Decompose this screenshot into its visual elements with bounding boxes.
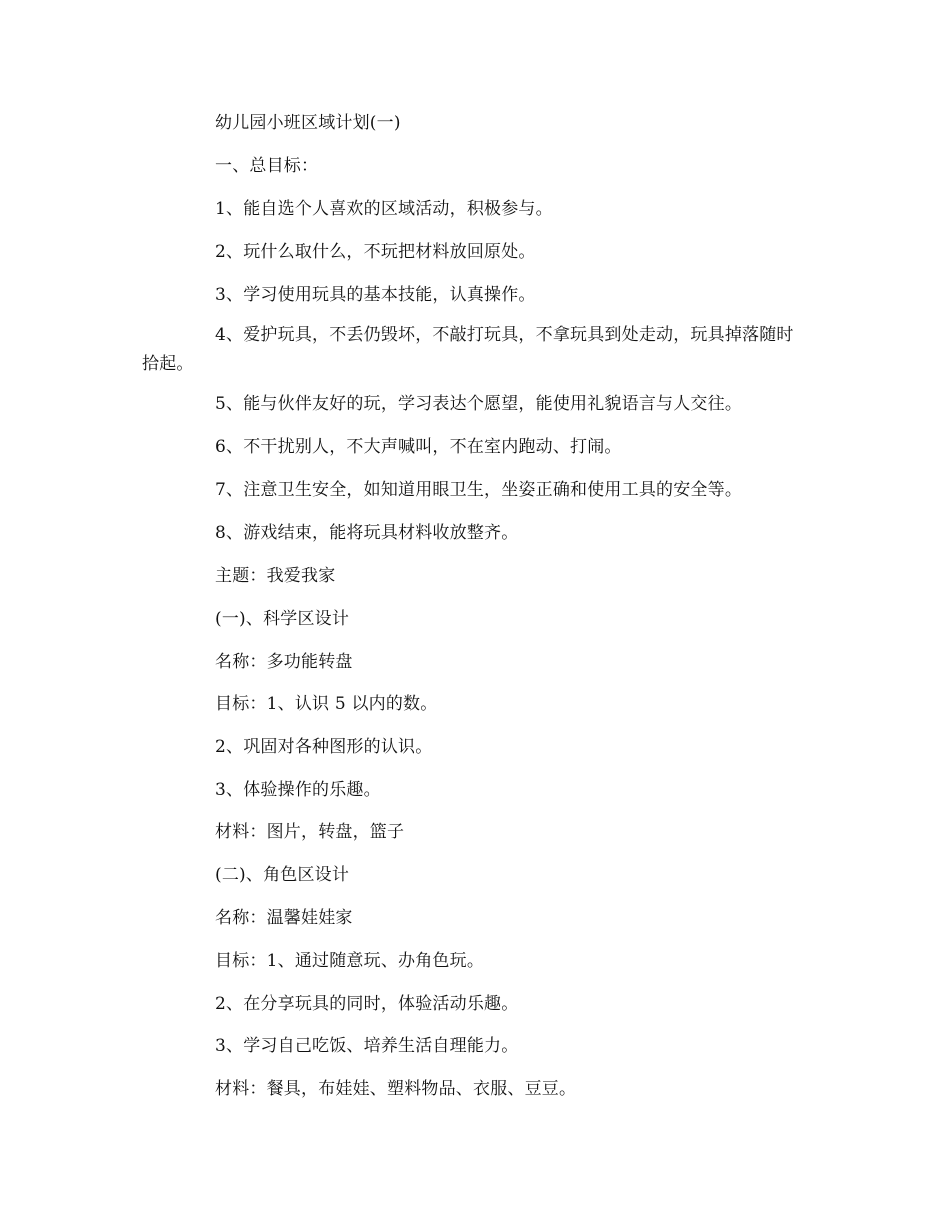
goal-item: 7、注意卫生安全，如知道用眼卫生，坐姿正确和使用工具的安全等。 — [215, 480, 743, 500]
role-goal: 2、在分享玩具的同时，体验活动乐趣。 — [215, 994, 519, 1014]
goal-item: 3、学习使用玩具的基本技能，认真操作。 — [215, 285, 536, 305]
document-title: 幼儿园小班区域计划(一) — [215, 113, 401, 133]
theme-line: 主题：我爱我家 — [215, 566, 336, 586]
goal-item: 2、玩什么取什么，不玩把材料放回原处。 — [215, 242, 536, 262]
science-materials: 材料：图片，转盘，篮子 — [215, 822, 405, 842]
science-goal: 3、体验操作的乐趣。 — [215, 780, 381, 800]
goal-item: 4、爱护玩具，不丢仍毁坏，不敲打玩具，不拿玩具到处走动，玩具掉落随时拾起。 — [142, 325, 794, 374]
general-goal-heading: 一、总目标： — [215, 156, 319, 176]
section-heading-role: (二)、角色区设计 — [215, 865, 350, 885]
science-name: 名称：多功能转盘 — [215, 652, 353, 672]
section-heading-science: (一)、科学区设计 — [215, 609, 350, 629]
science-goal: 2、巩固对各种图形的认识。 — [215, 737, 433, 757]
role-goal: 3、学习自己吃饭、培养生活自理能力。 — [215, 1036, 519, 1056]
goal-item: 1、能自选个人喜欢的区域活动，积极参与。 — [215, 199, 553, 219]
goal-item: 6、不干扰别人，不大声喊叫，不在室内跑动、打闹。 — [215, 437, 622, 457]
role-name: 名称：温馨娃娃家 — [215, 908, 353, 928]
role-goal: 目标：1、通过随意玩、办角色玩。 — [215, 951, 485, 971]
goal-item: 5、能与伙伴友好的玩，学习表达个愿望，能使用礼貌语言与人交往。 — [215, 394, 743, 414]
goal-item: 8、游戏结束，能将玩具材料收放整齐。 — [215, 523, 519, 543]
science-goal: 目标：1、认识 5 以内的数。 — [215, 694, 438, 714]
role-materials: 材料：餐具，布娃娃、塑料物品、衣服、豆豆。 — [215, 1079, 577, 1099]
